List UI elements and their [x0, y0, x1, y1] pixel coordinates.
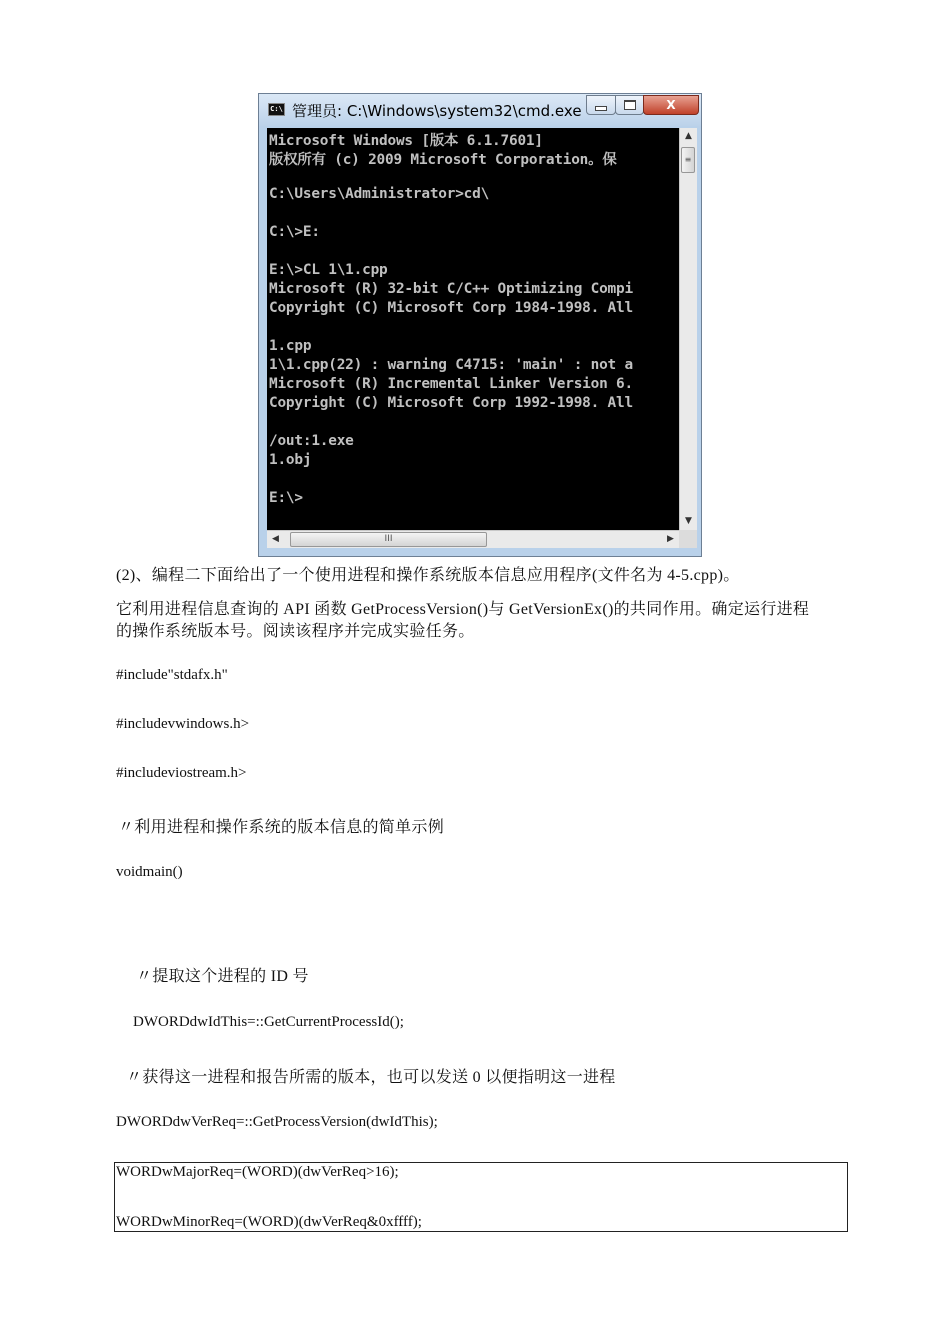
console-line: Microsoft (R) 32-bit C/C++ Optimizing Compi: [269, 281, 633, 297]
code-line: WORDwMajorReq=(WORD)(dwVerReq>16);: [116, 1164, 399, 1180]
horizontal-scroll-thumb[interactable]: III: [290, 532, 487, 547]
console-output[interactable]: [267, 128, 679, 530]
window-titlebar[interactable]: [259, 94, 701, 126]
console-line: E:\>CL 1\1.cpp: [269, 262, 388, 278]
console-line: Microsoft (R) Incremental Linker Version 6.: [269, 376, 633, 392]
vertical-scroll-thumb[interactable]: ≡: [681, 147, 695, 173]
code-line: WORDwMinorReq=(WORD)(dwVerReq&0xffff);: [116, 1214, 422, 1230]
scroll-left-icon[interactable]: ◀: [272, 534, 279, 544]
cmd-window: [258, 93, 702, 557]
scroll-up-icon[interactable]: ▲: [685, 131, 692, 141]
code-line: #include"stdafx.h": [116, 667, 228, 683]
console-line: C:\>E:: [269, 224, 320, 240]
paragraph-line: 它利用进程信息查询的 API 函数 GetProcessVersion()与 GetVersionEx()的共同作用。确定运行进程: [116, 601, 810, 618]
console-line: 1.obj: [269, 452, 312, 468]
code-comment: 〃提取这个进程的 ID 号: [136, 968, 309, 985]
console-line: /out:1.exe: [269, 433, 354, 449]
minimize-button[interactable]: [586, 95, 616, 115]
console-line: 1\1.cpp(22) : warning C4715: 'main' : not a: [269, 357, 633, 373]
horizontal-scrollbar[interactable]: [267, 530, 679, 548]
cmd-icon: C:\: [268, 103, 285, 116]
scroll-down-icon[interactable]: ▼: [685, 516, 692, 526]
section-heading: (2)、编程二下面给出了一个使用进程和操作系统版本信息应用程序(文件名为 4-5.cpp)。: [116, 567, 740, 584]
close-icon: X: [666, 98, 676, 112]
boxed-code-block: [114, 1162, 848, 1232]
console-line: Microsoft Windows [版本 6.1.7601]: [269, 133, 543, 149]
window-title: 管理员: C:\Windows\system32\cmd.exe: [292, 102, 582, 120]
paragraph-line: 的操作系统版本号。阅读该程序并完成实验任务。: [116, 623, 475, 640]
code-line: DWORDdwVerReq=::GetProcessVersion(dwIdThis);: [116, 1114, 438, 1130]
scrollbar-corner: [679, 530, 697, 548]
close-button[interactable]: [643, 95, 699, 115]
console-line: E:\>: [269, 490, 303, 506]
code-line: voidmain(): [116, 864, 183, 880]
code-line: DWORDdwIdThis=::GetCurrentProcessId();: [133, 1014, 404, 1030]
code-comment: 〃利用进程和操作系统的版本信息的简单示例: [118, 819, 445, 836]
code-line: #includeviostream.h>: [116, 765, 247, 781]
maximize-button[interactable]: [615, 95, 644, 115]
vertical-scrollbar[interactable]: [679, 128, 697, 530]
scroll-right-icon[interactable]: ▶: [667, 534, 674, 544]
console-line: 1.cpp: [269, 338, 312, 354]
minimize-icon: [595, 106, 607, 111]
maximize-icon: [624, 100, 636, 110]
code-comment: 〃获得这一进程和报告所需的版本，也可以发送 0 以便指明这一进程: [126, 1069, 616, 1086]
console-line: Copyright (C) Microsoft Corp 1984-1998. All: [269, 300, 633, 316]
console-line: C:\Users\Administrator>cd\: [269, 186, 490, 202]
console-line: 版权所有 (c) 2009 Microsoft Corporation。保: [269, 152, 617, 168]
console-line: Copyright (C) Microsoft Corp 1992-1998. All: [269, 395, 633, 411]
code-line: #includevwindows.h>: [116, 716, 250, 732]
